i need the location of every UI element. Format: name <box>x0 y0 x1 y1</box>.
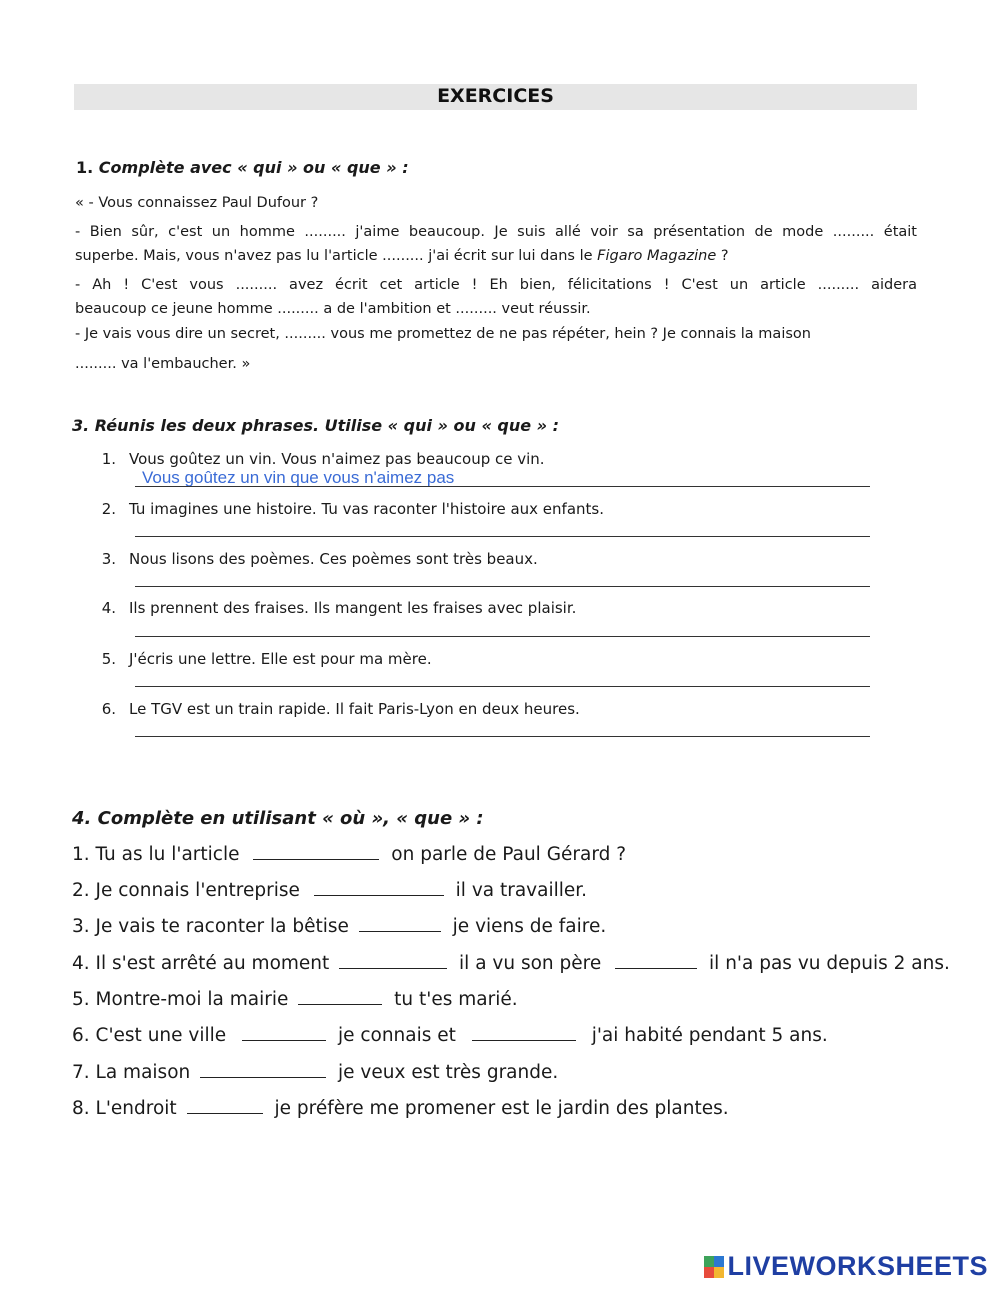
item-text: on parle de Paul Gérard ? <box>391 844 627 865</box>
section1-heading-number: 1. <box>76 158 94 177</box>
blank-4b[interactable] <box>615 954 697 969</box>
blank-5[interactable] <box>298 990 382 1005</box>
section3-item-text: Ils prennent des fraises. Ils mangent les fraises avec plaisir. <box>129 599 577 617</box>
blank-7[interactable] <box>200 1063 326 1078</box>
item-text: je préfère me promener est le jardin des plantes. <box>274 1098 729 1119</box>
section1-line-2: - Bien sûr, c'est un homme ......... j'aime beaucoup. Je suis allé voir sa présentation de mode ......... était <box>75 224 917 240</box>
item-text: 6. C'est une ville <box>72 1025 227 1046</box>
section4-item-5 <box>72 989 518 1010</box>
answer-line-5[interactable] <box>135 686 870 687</box>
section3-item-number: 2. <box>101 500 116 518</box>
answer-line-3[interactable] <box>135 586 870 587</box>
section3-item-number: 1. <box>101 450 116 468</box>
logo-square-blue <box>714 1256 724 1267</box>
page-title: EXERCICES <box>437 85 554 107</box>
section3-heading <box>72 416 559 435</box>
item-text: je viens de faire. <box>452 916 607 937</box>
item-text: il va travailler. <box>455 880 588 901</box>
section1-text: ? <box>716 248 729 264</box>
liveworksheets-logo[interactable] <box>704 1251 988 1282</box>
section4-item-8 <box>72 1098 729 1119</box>
section4-item-4 <box>72 953 950 974</box>
section1-text: superbe. Mais, vous n'avez pas lu l'article ......... j'ai écrit sur lui dans le <box>75 248 598 264</box>
logo-text: LIVEWORKSHEETS <box>727 1251 988 1281</box>
answer-line-4[interactable] <box>135 636 870 637</box>
section1-line-3 <box>75 244 729 268</box>
section1-line-5: beaucoup ce jeune homme ......... a de l'ambition et ......... veut réussir. <box>75 301 591 317</box>
blank-3[interactable] <box>359 917 441 932</box>
blank-4a[interactable] <box>339 954 447 969</box>
blank-6a[interactable] <box>242 1026 326 1041</box>
section3-item-text: J'écris une lettre. Elle est pour ma mère. <box>129 650 432 668</box>
section3-item-text: Tu imagines une histoire. Tu vas raconter l'histoire aux enfants. <box>129 500 604 518</box>
answer-line-1[interactable] <box>135 486 870 487</box>
item-text: 4. Il s'est arrêté au moment <box>72 953 330 974</box>
section4-heading <box>72 808 484 829</box>
item-text: je connais et <box>337 1025 456 1046</box>
section3-item-text: Nous lisons des poèmes. Ces poèmes sont très beaux. <box>129 550 538 568</box>
item-text: il a vu son père <box>459 953 602 974</box>
section1-line-6: - Je vais vous dire un secret, ......... vous me promettez de ne pas répéter, hein ? Je connais la maison <box>75 326 811 342</box>
section3-item-number: 4. <box>101 599 116 617</box>
logo-square-yellow <box>714 1267 724 1278</box>
section3-item-number: 3. <box>101 550 116 568</box>
logo-square-green <box>704 1256 714 1267</box>
section4-item-3 <box>72 916 606 937</box>
section4-heading-text: 4. Complète en utilisant « où », « que » : <box>72 808 484 829</box>
section4-item-7 <box>72 1062 558 1083</box>
section1-line-1: « - Vous connaissez Paul Dufour ? <box>75 195 319 211</box>
item-text: 5. Montre-moi la mairie <box>72 989 289 1010</box>
blank-1[interactable] <box>253 845 379 860</box>
section3-item-number: 5. <box>101 650 116 668</box>
section3-item-number: 6. <box>101 700 116 718</box>
logo-square-red <box>704 1267 714 1278</box>
item-text: j'ai habité pendant 5 ans. <box>591 1025 828 1046</box>
section4-item-1 <box>72 844 626 865</box>
section4-item-2 <box>72 880 587 901</box>
item-text: 7. La maison <box>72 1062 191 1083</box>
section1-line-7: ......... va l'embaucher. » <box>75 356 251 372</box>
blank-6b[interactable] <box>472 1026 576 1041</box>
blank-8[interactable] <box>187 1099 263 1114</box>
answer-line-2[interactable] <box>135 536 870 537</box>
section3-heading-text: 3. Réunis les deux phrases. Utilise « qui » ou « que » : <box>72 416 560 435</box>
answer-input-1[interactable]: Vous goûtez un vin que vous n'aimez pas <box>142 468 455 487</box>
section1-heading <box>76 158 409 177</box>
item-text: 8. L'endroit <box>72 1098 177 1119</box>
section3-item-text: Le TGV est un train rapide. Il fait Paris-Lyon en deux heures. <box>129 700 580 718</box>
item-text: 3. Je vais te raconter la bêtise <box>72 916 349 937</box>
item-text: 1. Tu as lu l'article <box>72 844 240 865</box>
section3-item-text: Vous goûtez un vin. Vous n'aimez pas beaucoup ce vin. <box>129 450 545 468</box>
item-text: je veux est très grande. <box>338 1062 559 1083</box>
section4-item-6 <box>72 1025 828 1046</box>
logo-icon <box>704 1256 724 1278</box>
section1-heading-text: Complète avec « qui » ou « que » : <box>98 158 409 177</box>
blank-2[interactable] <box>314 881 444 896</box>
item-text: il n'a pas vu depuis 2 ans. <box>709 953 950 974</box>
item-text: tu t'es marié. <box>394 989 518 1010</box>
section1-line-4: - Ah ! C'est vous ......... avez écrit cet article ! Eh bien, félicitations ! C'est un article ......... aidera <box>75 277 917 293</box>
figaro-magazine-title: Figaro Magazine <box>597 248 717 264</box>
answer-line-6[interactable] <box>135 736 870 737</box>
item-text: 2. Je connais l'entreprise <box>72 880 300 901</box>
